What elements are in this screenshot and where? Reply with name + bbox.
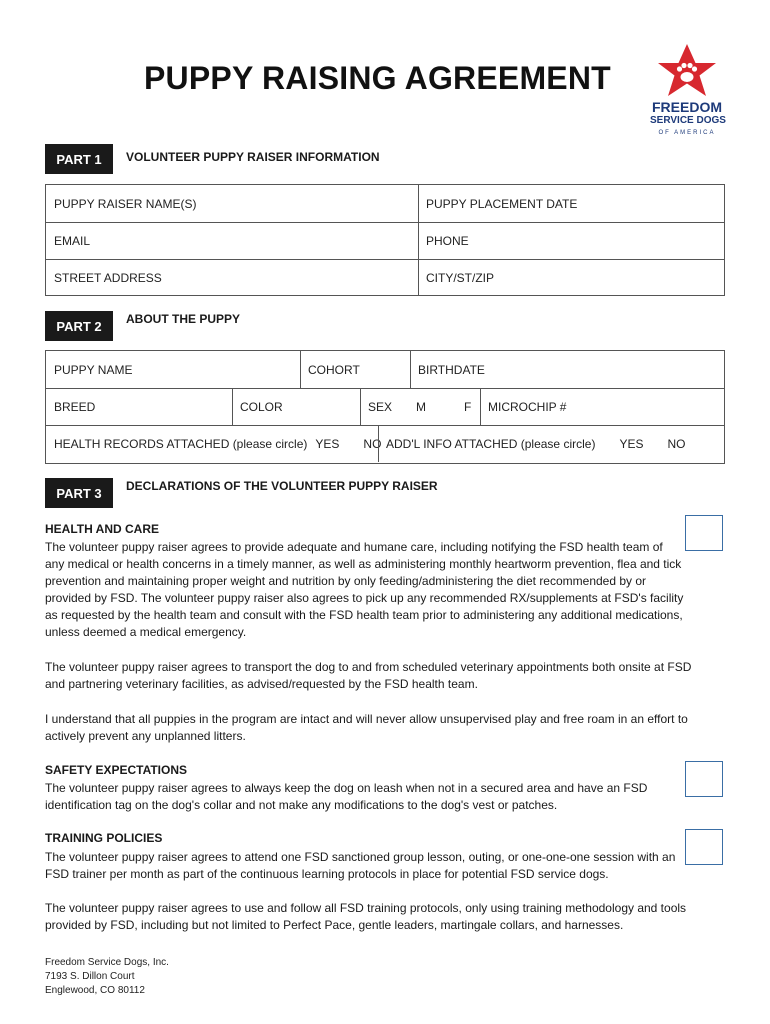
field-label: SEX bbox=[368, 400, 393, 414]
field-label: EMAIL bbox=[54, 234, 91, 248]
sex-field bbox=[360, 389, 480, 425]
breed-field[interactable] bbox=[46, 389, 232, 425]
safety-expectations-heading: SAFETY EXPECTATIONS bbox=[45, 763, 188, 777]
health-care-paragraph-2: The volunteer puppy raiser agrees to transport the dog to and from scheduled veterinary appointments both onsite at FSD and partnering veterinary facilities, as advised/requested by the FSD health team. bbox=[45, 660, 692, 691]
table-row bbox=[46, 222, 724, 259]
field-label: BREED bbox=[54, 400, 96, 414]
safety-expectations-paragraph: The volunteer puppy raiser agrees to always keep the dog on leash when not in a secured area and have an FSD identification tag on the dog's collar and not make any modifications to the dog's vest or patches. bbox=[45, 781, 648, 812]
field-label: MICROCHIP # bbox=[488, 400, 567, 414]
field-label: COLOR bbox=[240, 400, 283, 414]
part1-badge: PART 1 bbox=[45, 144, 113, 174]
part1-title: VOLUNTEER PUPPY RAISER INFORMATION bbox=[126, 150, 380, 164]
sex-option-m[interactable]: M bbox=[416, 400, 427, 414]
field-label: PHONE bbox=[426, 234, 469, 248]
health-records-field bbox=[46, 426, 382, 462]
training-policies-heading: TRAINING POLICIES bbox=[45, 831, 163, 845]
table-row bbox=[46, 425, 724, 462]
addl-info-no[interactable]: NO bbox=[667, 437, 686, 451]
health-care-paragraph-3: I understand that all puppies in the program are intact and will never allow unsupervised play and free roam in an effort to actively prevent any unplanned litters. bbox=[45, 712, 688, 743]
footer-street: 7193 S. Dillon Court bbox=[45, 971, 135, 982]
training-policies-paragraph-2: The volunteer puppy raiser agrees to use and follow all FSD training protocols, only using training methodology and tools provided by FSD, including but not limited to Perfect Pace, gentle leaders, martingale collars, and harnesses. bbox=[45, 901, 687, 932]
table-row bbox=[46, 259, 724, 296]
footer-org-name: Freedom Service Dogs, Inc. bbox=[45, 957, 169, 968]
field-label: ADD'L INFO ATTACHED (please circle) bbox=[386, 437, 596, 451]
page-title: PUPPY RAISING AGREEMENT bbox=[144, 60, 611, 96]
table-row bbox=[46, 388, 724, 425]
email-field[interactable] bbox=[46, 223, 418, 259]
logo-wordmark-line3: OF AMERICA bbox=[658, 130, 716, 136]
field-label: PUPPY RAISER NAME(S) bbox=[54, 196, 197, 211]
table-row bbox=[46, 185, 724, 222]
freedom-service-dogs-logo bbox=[650, 42, 724, 142]
part2-title: ABOUT THE PUPPY bbox=[126, 312, 241, 326]
logo-wordmark-line2: SERVICE DOGS bbox=[650, 115, 726, 126]
field-label: PUPPY NAME bbox=[54, 362, 133, 377]
microchip-field[interactable] bbox=[480, 389, 724, 425]
footer-city: Englewood, CO 80112 bbox=[45, 985, 145, 996]
field-label: CITY/ST/ZIP bbox=[426, 271, 495, 285]
star-paw-icon bbox=[650, 42, 724, 102]
part1-table bbox=[45, 184, 725, 296]
cohort-field[interactable] bbox=[300, 351, 410, 388]
field-label: BIRTHDATE bbox=[418, 362, 485, 377]
health-care-heading: HEALTH AND CARE bbox=[45, 522, 159, 536]
table-row bbox=[46, 351, 724, 388]
part3-title: DECLARATIONS OF THE VOLUNTEER PUPPY RAISER bbox=[126, 479, 438, 493]
addl-info-yes[interactable]: YES bbox=[619, 437, 644, 451]
raiser-names-field[interactable] bbox=[46, 185, 418, 222]
field-label: HEALTH RECORDS ATTACHED (please circle) bbox=[54, 437, 308, 451]
part2-badge: PART 2 bbox=[45, 311, 113, 341]
field-label: STREET ADDRESS bbox=[54, 271, 162, 285]
health-records-yes[interactable]: YES bbox=[315, 437, 340, 451]
street-address-field[interactable] bbox=[46, 260, 418, 296]
field-label: PUPPY PLACEMENT DATE bbox=[426, 196, 578, 211]
part3-badge: PART 3 bbox=[45, 478, 113, 508]
phone-field[interactable] bbox=[418, 223, 724, 259]
part2-table bbox=[45, 350, 725, 464]
placement-date-field[interactable] bbox=[418, 185, 724, 222]
footer-address bbox=[45, 956, 169, 998]
puppy-name-field[interactable] bbox=[46, 351, 300, 388]
training-policies-paragraph-1: The volunteer puppy raiser agrees to attend one FSD sanctioned group lesson, outing, or one-one-one session with an FSD trainer per month as part of the continuous learning protocols in place for potential FSD service dogs. bbox=[45, 850, 676, 881]
addl-info-field bbox=[378, 426, 724, 462]
safety-expectations-checkbox[interactable] bbox=[685, 761, 723, 797]
health-care-paragraph-1: The volunteer puppy raiser agrees to provide adequate and humane care, including notifying the FSD health team of any medical or health concerns in a timely manner, as well as administering monthly heartworm prevention, flea and tick prevention and maintaining proper weight and nutrition by only feeding/administering the diet recommended by or provided by FSD. The volunteer puppy raiser also agrees to pick up any recommended RX/supplements at FSD's facility as requested by the health team and consult with the FSD health team prior to administering any additional medications, unless deemed a medical emergency. bbox=[45, 540, 684, 639]
logo-wordmark-line1: FREEDOM bbox=[652, 99, 722, 115]
health-care-checkbox[interactable] bbox=[685, 515, 723, 551]
birthdate-field[interactable] bbox=[410, 351, 724, 388]
city-st-zip-field[interactable] bbox=[418, 260, 724, 296]
sex-option-f[interactable]: F bbox=[464, 400, 472, 414]
health-records-no[interactable]: NO bbox=[363, 437, 382, 451]
field-label: COHORT bbox=[308, 362, 360, 377]
color-field[interactable] bbox=[232, 389, 360, 425]
